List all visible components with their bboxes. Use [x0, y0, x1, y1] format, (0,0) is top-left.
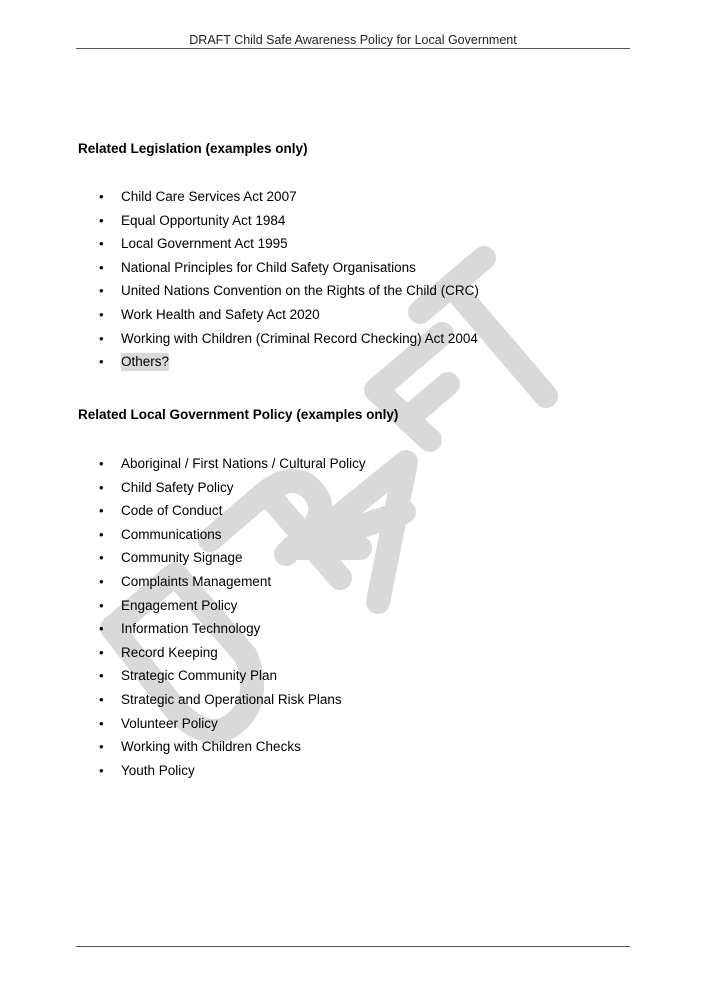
bullet-icon: • [99, 550, 104, 566]
bullet-icon: • [99, 644, 104, 660]
bullet-icon: • [99, 526, 104, 542]
bullet-icon: • [99, 691, 104, 707]
bullet-icon: • [99, 503, 104, 519]
watermark-letter-t [420, 258, 546, 396]
list-item-text: National Principles for Child Safety Organisations [121, 259, 416, 275]
list-item-text: Aboriginal / First Nations / Cultural Policy [121, 456, 366, 471]
bullet-icon: • [99, 354, 104, 370]
list-item-text: Complaints Management [121, 573, 272, 589]
list-item-text: Community Signage [121, 550, 243, 566]
legislation-heading: Related Legislation (examples only) [78, 141, 308, 156]
list-item-text: Record Keeping [121, 644, 218, 660]
list-item-text: Local Government Act 1995 [121, 236, 288, 252]
bullet-icon: • [99, 479, 104, 495]
list-item-text: Child Care Services Act 2007 [121, 189, 297, 204]
bullet-icon: • [99, 715, 104, 731]
bullet-icon: • [99, 189, 104, 204]
bullet-icon: • [99, 283, 104, 299]
bullet-icon: • [99, 456, 104, 471]
footer-divider [76, 946, 630, 947]
bullet-icon: • [99, 259, 104, 275]
header-divider [76, 48, 630, 49]
list-item-text: Code of Conduct [121, 503, 223, 519]
bullet-icon: • [99, 762, 104, 778]
list-item-text: Working with Children (Criminal Record Checking) Act 2004 [121, 330, 478, 346]
list-item-text: Strategic and Operational Risk Plans [121, 691, 342, 707]
list-item-text: Engagement Policy [121, 597, 238, 613]
bullet-icon: • [99, 236, 104, 252]
list-item-text: Work Health and Safety Act 2020 [121, 306, 320, 322]
policy-heading: Related Local Government Policy (examples only) [78, 407, 399, 422]
bullet-icon: • [99, 573, 104, 589]
bullet-icon: • [99, 668, 104, 684]
bullet-icon: • [99, 621, 104, 637]
watermark-letter-a [300, 462, 406, 602]
bullet-icon: • [99, 212, 104, 228]
list-item-text: Volunteer Policy [121, 715, 218, 731]
bullet-icon: • [99, 306, 104, 322]
list-item-text: United Nations Convention on the Rights of the Child (CRC) [121, 283, 479, 299]
bullet-icon: • [99, 330, 104, 346]
list-item-text: Strategic Community Plan [121, 668, 278, 684]
list-item-text: Information Technology [121, 621, 261, 637]
list-item-text: Communications [121, 526, 222, 542]
list-item-text: Child Safety Policy [121, 479, 234, 495]
watermark-letter-f [376, 334, 448, 440]
list-item-text: Working with Children Checks [121, 739, 301, 755]
list-item-text: Equal Opportunity Act 1984 [121, 212, 286, 228]
bullet-icon: • [99, 739, 104, 755]
list-item-text-highlighted: Others? [121, 354, 170, 370]
list-item-text: Youth Policy [121, 762, 195, 778]
page-header-title: DRAFT Child Safe Awareness Policy for Local Government [189, 33, 517, 47]
bullet-icon: • [99, 597, 104, 613]
